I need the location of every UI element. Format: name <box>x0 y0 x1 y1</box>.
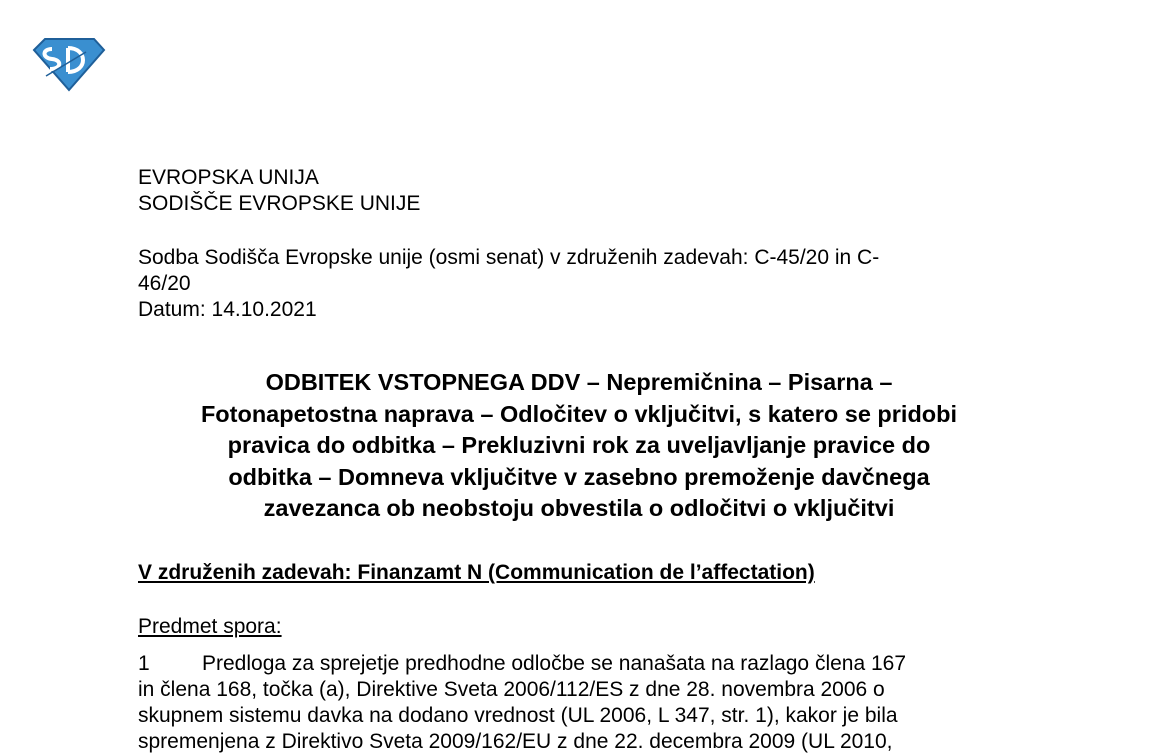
judgment-date: Datum: 14.10.2021 <box>138 298 317 321</box>
cases-heading: V združenih zadevah: Finanzamt N (Communication de l’affectation) <box>138 561 815 584</box>
document-title <box>120 367 1038 525</box>
paragraph-line-1: Predloga za sprejetje predhodne odločbe se nanašata na razlago člena 167 <box>202 652 907 675</box>
paragraph-line-3: skupnem sistemu davka na dodano vrednost (UL 2006, L 347, str. 1), kakor je bila <box>138 704 898 727</box>
title-line-4: odbitka – Domneva vključitve v zasebno premoženje davčnega <box>228 463 930 490</box>
title-line-3: pravica do odbitka – Prekluzivni rok za uveljavljanje pravice do <box>227 432 931 458</box>
court-name: SODIŠČE EVROPSKE UNIJE <box>138 192 421 215</box>
union-name: EVROPSKA UNIJA <box>138 166 319 189</box>
case-reference <box>138 245 1020 323</box>
reference-line-1: Sodba Sodišča Evropske unije (osmi senat) v združenih zadevah: C-45/20 in C- <box>138 246 880 269</box>
title-line-5: zavezanca ob neobstoju obvestila o odločitvi o vključitvi <box>263 495 895 521</box>
title-line-2: Fotonapetostna naprava – Odločitev o vključitvi, s katero se pridobi <box>200 400 958 427</box>
paragraph-line-4: spremenjena z Direktivo Sveta 2009/162/EU z dne 22. decembra 2009 (UL 2010, <box>138 730 893 753</box>
paragraph-line-2: in člena 168, točka (a), Direktive Sveta 2006/112/ES z dne 28. novembra 2006 o <box>138 678 885 701</box>
title-line-1: ODBITEK VSTOPNEGA DDV – Nepremičnina – Pisarna – <box>265 369 893 395</box>
court-logo-icon <box>32 36 106 92</box>
header-block <box>138 165 1020 217</box>
paragraph-number: 1 <box>138 652 150 675</box>
paragraph-1 <box>138 651 1020 755</box>
reference-line-2: 46/20 <box>138 272 191 295</box>
subject-heading: Predmet spora: <box>138 615 282 638</box>
